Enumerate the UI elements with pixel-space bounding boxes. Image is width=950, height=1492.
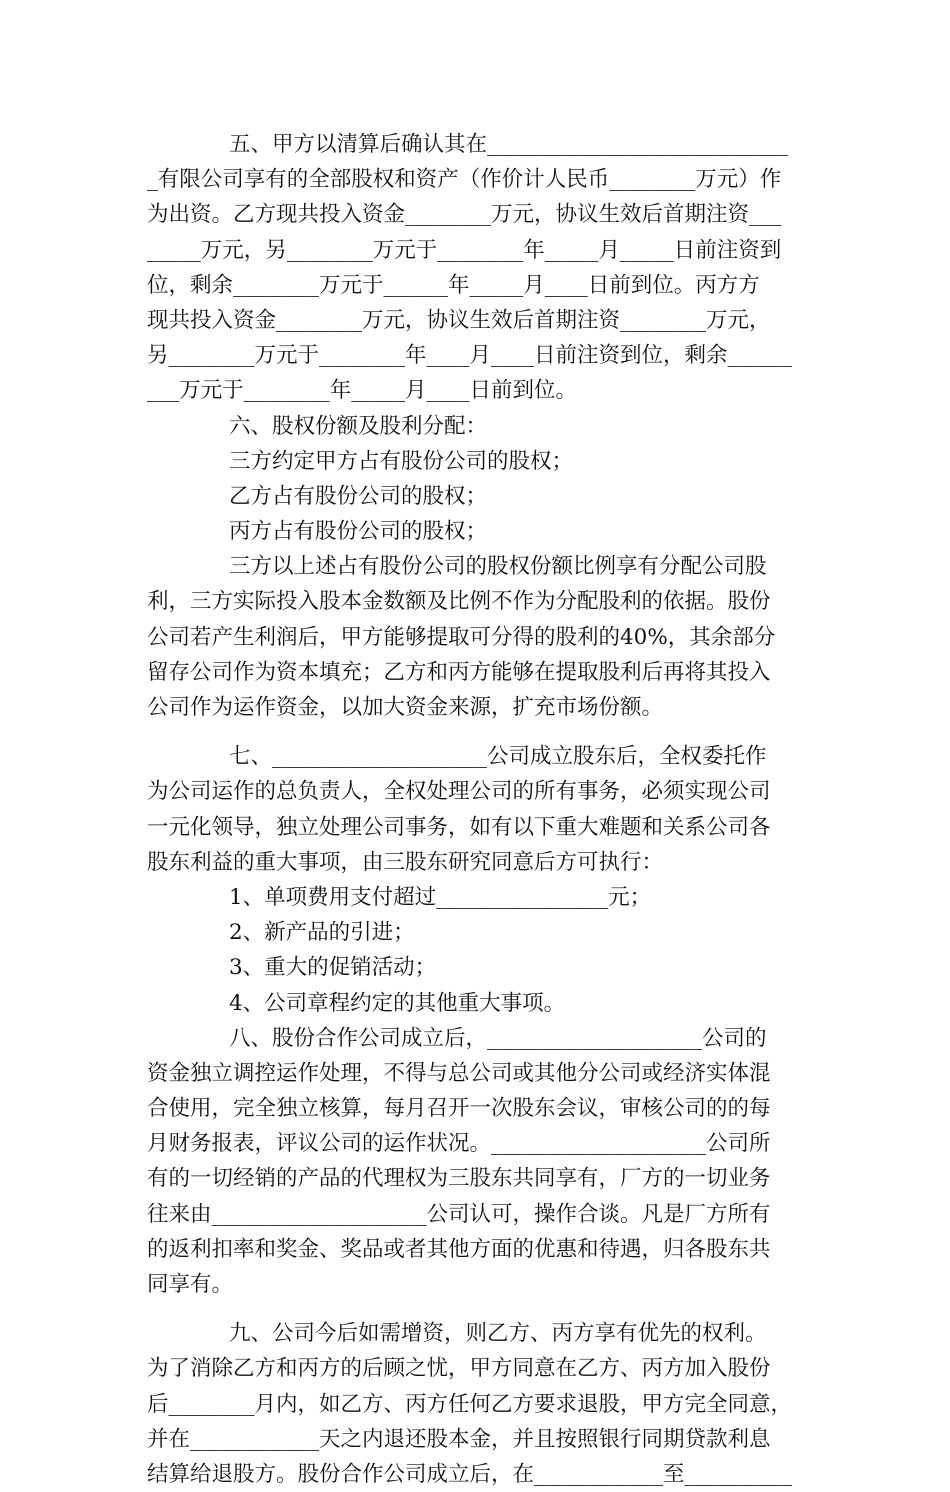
text-line: 同享有。	[147, 1272, 234, 1297]
text-line: 五、甲方以清算后确认其在____________________________	[229, 132, 789, 157]
text-line: 有的一切经销的产品的代理权为三股东共同享有，厂方的一切业务	[147, 1166, 771, 1192]
text-line: ___万元于________年_____月____日前到位。	[147, 378, 578, 404]
text-line: 九、公司今后如需增资，则乙方、丙方享有优先的权利。	[229, 1321, 767, 1347]
text-line: 七、____________________公司成立股东后，全权委托作	[229, 744, 767, 770]
list-item: 3、重大的促销活动；	[229, 955, 437, 981]
text-line: 的返利扣率和奖金、奖品或者其他方面的优惠和待遇，归各股东共	[147, 1236, 771, 1262]
text-line: 一元化领导，独立处理公司事务，如有以下重大难题和关系公司各	[147, 814, 771, 840]
text-line: 三方以上述占有股份公司的股权份额比例享有分配公司股	[229, 554, 767, 580]
text-line: 八、股份合作公司成立后，____________________公司的	[229, 1025, 767, 1051]
list-item: 1、单项费用支付超过________________元；	[229, 884, 652, 910]
text-line: 公司作为运作资金，以加大资金来源，扩充市场份额。	[147, 695, 664, 720]
text-line: _____万元，另________万元于________年_____月_____日前注资到	[147, 237, 782, 263]
text-line: 月财务报表，评议公司的运作状况。____________________公司所	[147, 1131, 771, 1157]
list-item: 2、新产品的引进；	[229, 920, 415, 946]
text-line: 资金独立调控运作处理，不得与总公司或其他分公司或经济实体混	[147, 1060, 771, 1086]
list-item: 4、公司章程约定的其他重大事项。	[229, 990, 566, 1016]
text-line: _有限公司享有的全部股权和资产（作价计人民币________万元）作	[147, 167, 782, 193]
text-line: 股东利益的重大事项，由三股东研究同意后方可执行：	[147, 849, 664, 875]
text-line: 另________万元于________年____月____日前注资到位，剩余______	[147, 343, 793, 369]
text-line: 乙方占有股份公司的股权；	[229, 483, 488, 509]
text-line: 现共投入资金________万元，协议生效后首期注资________万元，	[147, 307, 771, 333]
text-line: 公司若产生利润后，甲方能够提取可分得的股利的40%，其余部分	[147, 624, 776, 650]
text-line: 后________月内，如乙方、丙方任何乙方要求退股，甲方完全同意，	[147, 1391, 793, 1417]
text-line: 留存公司作为资本填充；乙方和丙方能够在提取股利后再将其投入	[147, 659, 771, 685]
document-body	[147, 127, 807, 1492]
text-line: 利，三方实际投入股本金数额及比例不作为分配股利的依据。股份	[147, 589, 771, 615]
section-heading: 六、股权份额及股利分配：	[229, 413, 488, 439]
text-line: 为公司运作的总负责人，全权处理公司的所有事务，必须实现公司	[147, 779, 771, 805]
text-line: 为出资。乙方现共投入资金________万元，协议生效后首期注资___	[147, 202, 782, 228]
text-line: 三方约定甲方占有股份公司的股权；	[229, 448, 574, 474]
text-line: 丙方占有股份公司的股权；	[229, 519, 488, 545]
text-line: 为了消除乙方和丙方的后顾之忧，甲方同意在乙方、丙方加入股份	[147, 1356, 771, 1382]
text-line: 往来由____________________公司认可，操作合谈。凡是厂方所有	[147, 1201, 771, 1227]
text-line: 合使用，完全独立核算，每月召开一次股东会议，审核公司的的每	[147, 1096, 771, 1122]
text-line: 结算给退股方。股份合作公司成立后，在____________至__________	[147, 1461, 793, 1487]
text-line: 并在____________天之内退还股本金，并且按照银行同期贷款利息	[147, 1426, 771, 1452]
text-line: 位，剩余________万元于______年_____月____日前到位。丙方方	[147, 272, 760, 298]
